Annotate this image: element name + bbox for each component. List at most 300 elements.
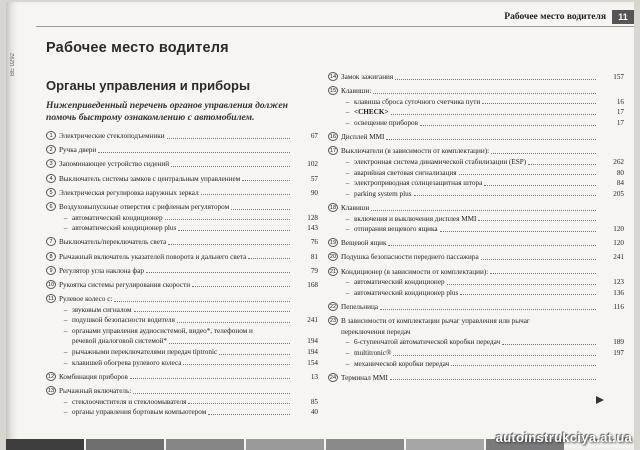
index-entry <box>328 72 624 83</box>
dash-marker: – <box>345 349 350 357</box>
entry-label <box>354 288 598 299</box>
sub-entry <box>328 277 624 288</box>
entry-number-circle <box>328 337 338 346</box>
dash-marker: – <box>345 225 350 234</box>
entry-number-circle <box>328 168 338 177</box>
entry-label <box>341 86 598 97</box>
index-entry <box>46 237 318 248</box>
entry-label <box>72 407 292 418</box>
entry-number-circle <box>328 189 338 198</box>
dot-leader <box>528 157 596 165</box>
chapter-tab[interactable] <box>6 439 84 450</box>
entry-text: Рычажный включатель указателей поворота и дальнего света <box>59 252 247 261</box>
entry-text: отпирания вещевого ящика <box>354 225 438 234</box>
dash-marker: – <box>63 397 68 406</box>
entry-number-circle <box>46 358 56 367</box>
dot-leader <box>248 252 290 260</box>
dot-leader <box>231 202 290 210</box>
dash-marker: – <box>63 408 68 417</box>
entry-number-circle <box>328 214 338 223</box>
entry-number-circle: 9 <box>46 266 56 275</box>
entry-number-circle: 22 <box>329 304 337 311</box>
dash-marker: – <box>345 214 350 223</box>
entry-label <box>341 373 598 384</box>
dot-leader <box>440 224 596 232</box>
page-reference: 189 <box>613 338 624 347</box>
dot-leader <box>395 72 596 80</box>
dot-leader <box>188 397 290 405</box>
page-reference: 120 <box>613 225 624 234</box>
sub-entry <box>328 97 624 108</box>
index-entry <box>46 372 318 383</box>
entry-label <box>341 132 598 143</box>
entry-label <box>354 107 598 118</box>
sub-entry <box>328 348 624 359</box>
entry-text: Ручка двери <box>59 146 97 155</box>
sub-entry <box>328 288 624 299</box>
entry-label <box>59 386 292 397</box>
page-reference: 157 <box>613 73 624 81</box>
entry-label <box>354 168 598 179</box>
page-reference: 241 <box>307 316 318 325</box>
index-entry <box>46 266 318 277</box>
entry-number-circle <box>46 336 56 345</box>
entry-text: <CHECK> <box>354 108 389 117</box>
entry-label <box>59 145 292 156</box>
entry-label <box>72 223 292 234</box>
dash-marker: – <box>345 338 350 347</box>
entry-text: Выключатель системы замков с центральным управлением <box>59 174 241 183</box>
entry-label <box>354 189 598 200</box>
dash-marker: – <box>345 288 350 297</box>
chapter-tab[interactable] <box>86 439 164 450</box>
entry-text: звуковым сигналом <box>72 305 132 314</box>
dot-leader <box>130 372 290 380</box>
page-reference: 120 <box>613 239 624 248</box>
entry-label <box>59 372 292 383</box>
sub-entry <box>328 359 624 370</box>
entry-number-circle: 17 <box>329 148 337 155</box>
index-entry <box>328 86 624 97</box>
spine-label: BE 0292 <box>10 52 16 76</box>
left-column <box>46 40 318 418</box>
index-entry <box>46 280 318 291</box>
sub-entry <box>46 315 318 326</box>
entry-text: Терминал MMI <box>341 373 388 382</box>
entry-label <box>341 72 598 83</box>
entry-number-circle: 5 <box>46 188 56 197</box>
right-entry-list <box>328 72 624 383</box>
dot-leader <box>133 386 290 394</box>
entry-number-circle: 10 <box>47 281 55 288</box>
dot-leader <box>134 305 290 313</box>
sub-entry <box>46 213 318 224</box>
index-entry <box>328 316 624 327</box>
page-reference: 57 <box>310 174 318 183</box>
dot-leader <box>491 146 596 154</box>
entry-text: механической коробки передач <box>354 359 450 368</box>
dot-leader <box>502 337 596 345</box>
page-reference: 85 <box>310 397 318 406</box>
dot-leader <box>490 267 596 275</box>
entry-number-circle <box>328 178 338 187</box>
index-entry <box>328 146 624 157</box>
entry-number-circle <box>328 348 338 357</box>
entry-label <box>341 252 598 263</box>
sub-entry <box>46 407 318 418</box>
sub-entry <box>46 326 318 337</box>
entry-text: Дисплей MMI <box>341 133 385 142</box>
dash-marker: – <box>63 358 68 367</box>
entry-text: речевой диалоговой системой* <box>72 337 168 346</box>
page-reference: 17 <box>616 118 624 127</box>
sub-entry <box>328 337 624 348</box>
entry-label <box>59 237 292 248</box>
page-reference: 16 <box>616 97 624 106</box>
sub-entry <box>328 224 624 235</box>
dot-leader <box>146 266 290 274</box>
page-reference: 79 <box>310 266 318 275</box>
entry-text: автоматический кондиционер plus <box>354 288 459 297</box>
entry-label <box>59 174 292 185</box>
entry-text: автоматический кондиционер <box>354 278 445 287</box>
dot-leader <box>459 168 596 176</box>
entry-number-circle <box>46 326 56 335</box>
entry-text: Выключатель/переключатель света <box>59 238 167 247</box>
chapter-tab[interactable] <box>166 439 244 450</box>
entry-label <box>72 305 292 316</box>
entry-label <box>354 118 598 129</box>
page-reference: 136 <box>613 288 624 297</box>
triangle-right-icon <box>595 395 605 405</box>
entry-number-circle: 4 <box>46 174 56 183</box>
index-entry <box>46 131 318 142</box>
entry-number-circle <box>328 97 338 106</box>
sub-entry <box>46 336 318 347</box>
entry-label <box>72 315 292 326</box>
dot-leader <box>451 359 596 367</box>
sub-entry <box>328 168 624 179</box>
entry-number-circle: 15 <box>329 88 337 95</box>
page-reference: 13 <box>310 372 318 381</box>
sub-entry <box>328 189 624 200</box>
dot-leader <box>168 237 290 245</box>
chapter-tab[interactable] <box>406 439 484 450</box>
entry-label <box>354 337 598 348</box>
entry-number-circle: 6 <box>46 202 56 211</box>
page-reference: 40 <box>310 408 318 417</box>
entry-text: рычажными переключателями передач tiptronic <box>72 348 218 357</box>
dot-leader <box>386 132 596 140</box>
dot-leader <box>201 188 290 196</box>
page-reference: 194 <box>307 337 318 346</box>
entry-text: Клавиши <box>341 203 370 212</box>
dash-marker: – <box>63 305 68 314</box>
entry-label <box>59 252 292 263</box>
left-entry-list <box>46 131 318 418</box>
index-entry <box>46 145 318 156</box>
entry-label <box>354 214 598 225</box>
index-entry <box>328 238 624 249</box>
entry-label <box>59 159 292 170</box>
entry-number-circle <box>328 157 338 166</box>
sub-entry <box>328 118 624 129</box>
entry-label: В зависимости от комплектации рычаг управления или рычаг <box>341 317 530 326</box>
page-reference: 197 <box>613 349 624 357</box>
entry-text: подушкой безопасности водителя <box>72 316 175 325</box>
entry-number-circle <box>328 288 338 297</box>
dot-leader <box>390 373 596 381</box>
page-reference: 90 <box>310 188 318 197</box>
dot-leader <box>481 252 596 260</box>
entry-text: Пепельница <box>341 303 379 312</box>
dash-marker: – <box>345 168 350 177</box>
entry-label <box>354 178 598 189</box>
index-entry <box>46 294 318 305</box>
dot-leader <box>414 189 597 197</box>
entry-number-circle: 16 <box>329 134 337 141</box>
entry-text: автоматический кондиционер plus <box>72 224 177 233</box>
dot-leader <box>167 131 290 139</box>
entry-label: переключения передач <box>341 327 411 336</box>
entry-text: Регулятор угла наклона фар <box>59 266 144 275</box>
page-reference: 80 <box>616 168 624 177</box>
dot-leader <box>219 347 290 355</box>
entry-label <box>59 280 292 291</box>
dot-leader <box>460 288 596 296</box>
page-reference: 67 <box>310 132 318 140</box>
page-reference: 154 <box>307 358 318 367</box>
entry-label <box>72 347 292 358</box>
index-entry <box>46 159 318 170</box>
sub-entry <box>46 223 318 234</box>
entry-label: органами управления аудиосистемой, видео*, телефоном и <box>72 326 253 335</box>
bottom-tab-strip <box>6 439 566 450</box>
entry-text: Рулевое колесо с: <box>59 295 113 304</box>
entry-text: Вещевой ящик <box>341 239 387 248</box>
entry-label <box>59 188 292 199</box>
dash-marker: – <box>63 213 68 222</box>
sub-entry <box>46 397 318 408</box>
page-reference: 81 <box>310 252 318 261</box>
entry-text: Запоминающее устройство сидений <box>59 160 170 169</box>
entry-text: клавиша сброса суточного счетчика пути <box>354 97 481 106</box>
entry-number-circle: 18 <box>329 204 337 211</box>
entry-text: Выключатели (в зависимости от комплектации): <box>341 147 490 156</box>
dash-marker: – <box>345 157 350 166</box>
page-reference: 102 <box>307 160 318 169</box>
entry-label <box>354 359 598 370</box>
entry-text: Клавиши: <box>341 87 372 96</box>
sub-entry <box>46 347 318 358</box>
dot-leader <box>478 214 596 222</box>
entry-text: автоматический кондиционер <box>72 213 163 222</box>
entry-number-circle <box>328 107 338 116</box>
entry-label <box>59 266 292 277</box>
entry-text: освещение приборов <box>354 118 419 127</box>
entry-number-circle: 11 <box>46 294 56 303</box>
entry-text: Кондиционер (в зависимости от комплектации): <box>341 267 489 276</box>
dot-leader <box>373 86 596 94</box>
dot-leader <box>98 145 290 153</box>
entry-text: электронная система динамической стабилизации (ESP) <box>354 157 527 166</box>
sub-entry <box>328 327 624 338</box>
index-entry <box>328 203 624 214</box>
entry-number-circle <box>46 315 56 324</box>
entry-number-circle <box>328 327 338 336</box>
entry-text: электроприводная солнцезащитная штора <box>354 179 483 188</box>
sub-entry <box>328 214 624 225</box>
dash-marker: – <box>345 359 350 368</box>
entry-number-circle: 8 <box>46 252 56 261</box>
header-page-number: 11 <box>612 10 634 24</box>
page-reference: 116 <box>613 303 624 312</box>
dot-leader <box>484 178 596 186</box>
dash-marker: – <box>345 189 350 198</box>
entry-number-circle: 7 <box>46 237 56 246</box>
entry-number-circle <box>46 223 56 232</box>
entry-text: 6-ступенчатой автоматической коробки передач <box>354 338 501 347</box>
dot-leader <box>208 407 290 415</box>
page-reference: 241 <box>613 253 624 262</box>
entry-label <box>72 213 292 224</box>
chapter-tab[interactable] <box>326 439 404 450</box>
dot-leader <box>388 238 596 246</box>
page-reference: 123 <box>613 278 624 287</box>
page-reference: 17 <box>616 108 624 117</box>
entry-number-circle: 13 <box>47 388 55 394</box>
entry-text: включения и выключения дисплея MMI <box>354 214 477 223</box>
entry-number-circle <box>46 213 56 222</box>
page-reference: 143 <box>307 224 318 233</box>
dot-leader <box>447 277 596 285</box>
entry-number-circle: 3 <box>46 159 56 168</box>
entry-label <box>354 348 598 359</box>
page-reference: 128 <box>307 213 318 222</box>
dash-marker: – <box>63 348 68 357</box>
header-rule <box>36 26 634 27</box>
entry-text: Электрическая регулировка наружных зеркал <box>59 188 199 197</box>
index-entry <box>328 373 624 384</box>
entry-number-circle: 1 <box>46 131 56 140</box>
entry-label <box>341 302 598 313</box>
entry-label <box>354 97 598 108</box>
entry-label <box>354 224 598 235</box>
entry-text: аварийная световая сигнализация <box>354 168 457 177</box>
entry-label <box>59 294 292 305</box>
dot-leader <box>242 174 290 182</box>
chapter-tab[interactable] <box>246 439 324 450</box>
page-title: Рабочее место водителя <box>46 40 229 56</box>
page-reference: 84 <box>616 179 624 188</box>
index-entry <box>328 302 624 313</box>
entry-text: Электрические стеклоподъемники <box>59 132 165 140</box>
entry-label <box>341 267 598 278</box>
index-entry <box>328 252 624 263</box>
entry-number-circle <box>46 305 56 314</box>
entry-text: Рукоятка системы регулирования скорости <box>59 280 191 289</box>
entry-number-circle: 23 <box>329 318 337 325</box>
entry-text: Рычажный включатель: <box>59 387 132 395</box>
dash-marker: – <box>345 278 350 287</box>
entry-label <box>341 238 598 249</box>
dot-leader <box>371 203 596 211</box>
dot-leader <box>420 118 596 126</box>
section-title: Органы управления и приборы <box>46 78 251 93</box>
dot-leader <box>169 336 290 344</box>
dash-marker: – <box>63 326 68 335</box>
entry-number-circle: 2 <box>46 145 56 154</box>
dot-leader <box>380 302 596 310</box>
entry-label <box>72 336 292 347</box>
dash-marker: – <box>345 118 350 127</box>
dot-leader <box>177 315 290 323</box>
entry-number-circle <box>328 118 338 127</box>
dot-leader <box>183 358 290 366</box>
sub-entry <box>328 178 624 189</box>
dash-marker: – <box>345 108 350 117</box>
entry-text: Замок зажигания <box>341 73 394 81</box>
page-reference: 194 <box>307 348 318 357</box>
entry-number-circle <box>46 397 56 406</box>
entry-text: parking system plus <box>354 189 412 198</box>
dash-marker: – <box>345 97 350 106</box>
dot-leader <box>391 107 596 115</box>
index-entry <box>46 252 318 263</box>
entry-label <box>72 397 292 408</box>
index-entry <box>328 267 624 278</box>
dot-leader <box>171 159 290 167</box>
dash-marker: – <box>63 316 68 325</box>
sub-entry <box>46 305 318 316</box>
dash-marker: – <box>63 224 68 233</box>
dot-leader <box>192 280 290 288</box>
entry-text: Комбинация приборов <box>59 372 128 381</box>
entry-number-circle: 14 <box>329 74 337 80</box>
entry-text: стеклоочистителя и стеклоомывателя <box>72 397 187 406</box>
entry-number-circle: 19 <box>329 240 337 247</box>
entry-number-circle <box>328 277 338 286</box>
entry-number-circle: 24 <box>329 374 337 381</box>
entry-text: multitronic® <box>354 349 392 357</box>
index-entry <box>46 386 318 397</box>
running-header <box>482 10 634 24</box>
entry-number-circle <box>46 347 56 356</box>
index-entry <box>46 188 318 199</box>
manual-page <box>6 2 634 450</box>
entry-label <box>59 202 292 213</box>
entry-label <box>59 131 292 142</box>
dot-leader <box>114 294 290 302</box>
entry-number-circle <box>328 224 338 233</box>
entry-text: Воздуховыпускные отверстия с рифленым регулятором <box>59 202 230 211</box>
page-reference: 205 <box>613 189 624 198</box>
right-column <box>328 72 624 383</box>
entry-label <box>354 277 598 288</box>
page-reference: 76 <box>310 238 318 247</box>
entry-number-circle <box>328 359 338 368</box>
entry-text: клавишей обогрева рулевого колеса <box>72 358 182 367</box>
entry-number-circle: 12 <box>47 373 55 380</box>
header-title: Рабочее место водителя <box>504 12 606 22</box>
index-entry <box>46 202 318 213</box>
index-entry <box>46 174 318 185</box>
entry-text: органы управления бортовым компьютером <box>72 408 207 417</box>
watermark: autoinstrukciya.at.ua <box>495 430 632 445</box>
entry-number-circle: 21 <box>329 268 337 275</box>
entry-label <box>354 157 598 168</box>
intro-text: Нижеприведенный перечень органов управления должен помочь быстрому ознакомлению с автомобилем. <box>46 100 288 123</box>
